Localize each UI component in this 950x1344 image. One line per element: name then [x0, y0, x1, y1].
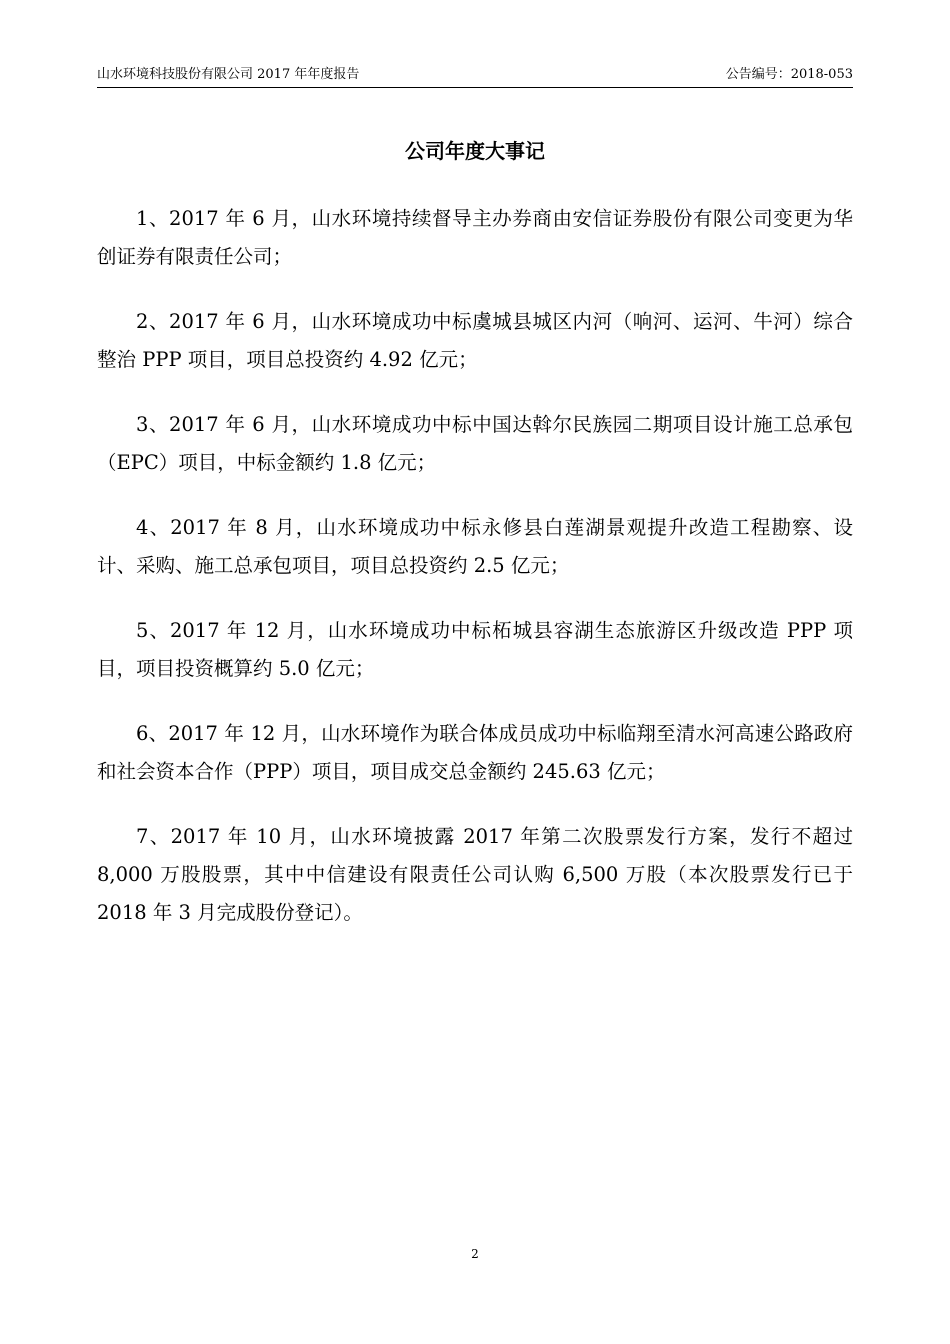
page-number: 2 — [471, 1247, 479, 1261]
event-item: 6、2017 年 12 月，山水环境作为联合体成员成功中标临翔至清水河高速公路政府和社会资本合作（PPP）项目，项目成交总金额约 245.63 亿元； — [97, 722, 853, 783]
header-announcement-number: 公告编号：2018-053 — [725, 67, 853, 82]
events-list — [97, 200, 853, 959]
event-item: 3、2017 年 6 月，山水环境成功中标中国达斡尔民族园二期项目设计施工总承包（EPC）项目，中标金额约 1.8 亿元； — [97, 413, 853, 474]
page-title: 公司年度大事记 — [405, 139, 545, 163]
event-item: 1、2017 年 6 月，山水环境持续督导主办券商由安信证券股份有限公司变更为华创证券有限责任公司； — [97, 207, 853, 268]
page-header — [97, 64, 853, 88]
event-item: 2、2017 年 6 月，山水环境成功中标虞城县城区内河（响河、运河、牛河）综合整治 PPP 项目，项目总投资约 4.92 亿元； — [97, 310, 853, 371]
event-item: 5、2017 年 12 月，山水环境成功中标柘城县容湖生态旅游区升级改造 PPP 项目，项目投资概算约 5.0 亿元； — [97, 619, 853, 680]
event-item: 4、2017 年 8 月，山水环境成功中标永修县白莲湖景观提升改造工程勘察、设计、采购、施工总承包项目，项目总投资约 2.5 亿元； — [97, 516, 853, 577]
event-item: 7、2017 年 10 月，山水环境披露 2017 年第二次股票发行方案，发行不超过 8,000 万股股票，其中中信建设有限责任公司认购 6,500 万股（本次股票发行已于 2018 年 3 月完成股份登记）。 — [97, 825, 853, 924]
header-report-title: 山水环境科技股份有限公司 2017 年年度报告 — [97, 67, 360, 82]
